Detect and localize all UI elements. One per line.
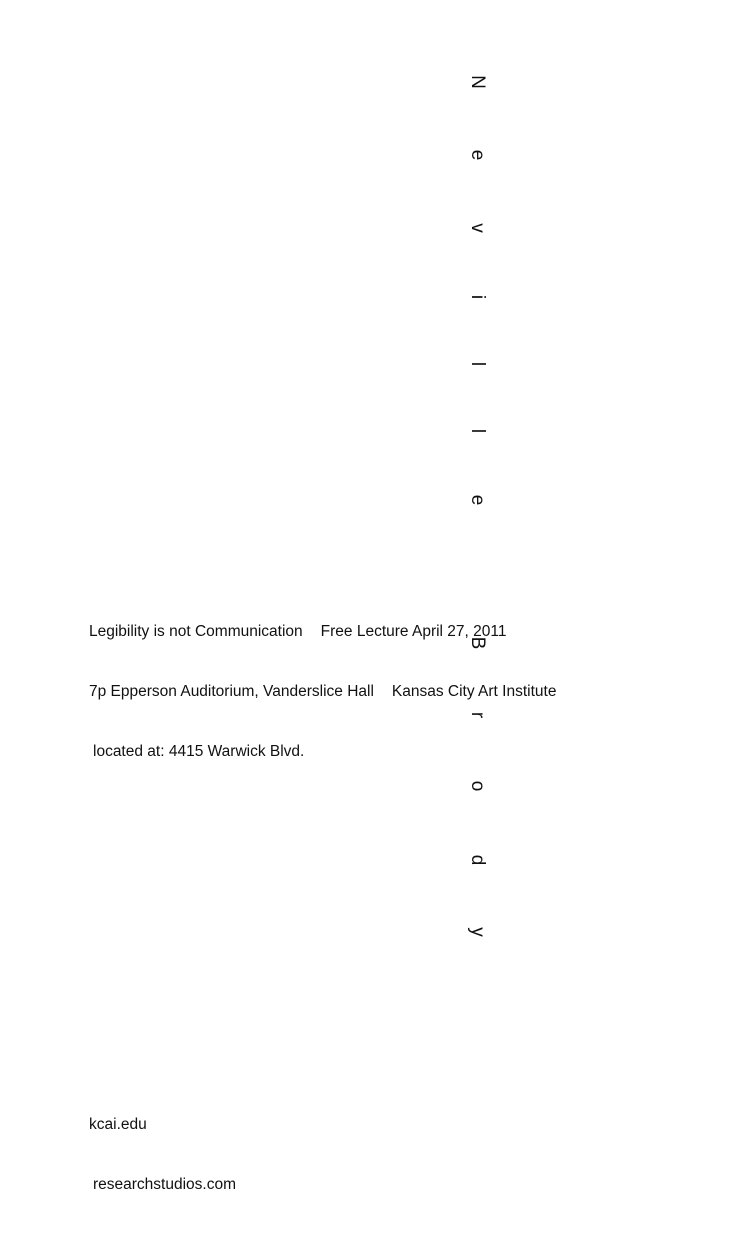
lecture-institution: Kansas City Art Institute — [391, 683, 557, 700]
info-line-1 — [89, 622, 556, 642]
name-letter-y: y — [467, 927, 489, 937]
name-letter-b: B — [467, 636, 489, 650]
lecture-venue: 7p Epperson Auditorium, Vanderslice Hall — [89, 683, 374, 700]
lecture-address: located at: 4415 Warwick Blvd. — [93, 743, 305, 760]
name-letter-v: v — [467, 223, 489, 233]
name-letter-n: N — [467, 75, 489, 89]
name-letter-i: i — [467, 294, 489, 300]
name-letter-e2: e — [467, 494, 489, 506]
name-letter-e1: e — [467, 149, 489, 161]
lecture-title: Legibility is not Communication — [89, 623, 303, 640]
name-letter-l2: l — [467, 428, 489, 434]
name-letter-o: o — [467, 780, 489, 792]
name-letter-d: d — [467, 854, 489, 866]
researchstudios-url: researchstudios.com — [93, 1176, 237, 1193]
name-letter-l1: l — [467, 361, 489, 367]
kcai-url: kcai.edu — [89, 1116, 147, 1133]
lecture-info — [89, 582, 556, 802]
info-line-2 — [89, 682, 556, 702]
lecture-date: Free Lecture April 27, 2011 — [320, 623, 507, 640]
url-block — [89, 1075, 236, 1235]
name-letter-r: r — [467, 711, 489, 719]
